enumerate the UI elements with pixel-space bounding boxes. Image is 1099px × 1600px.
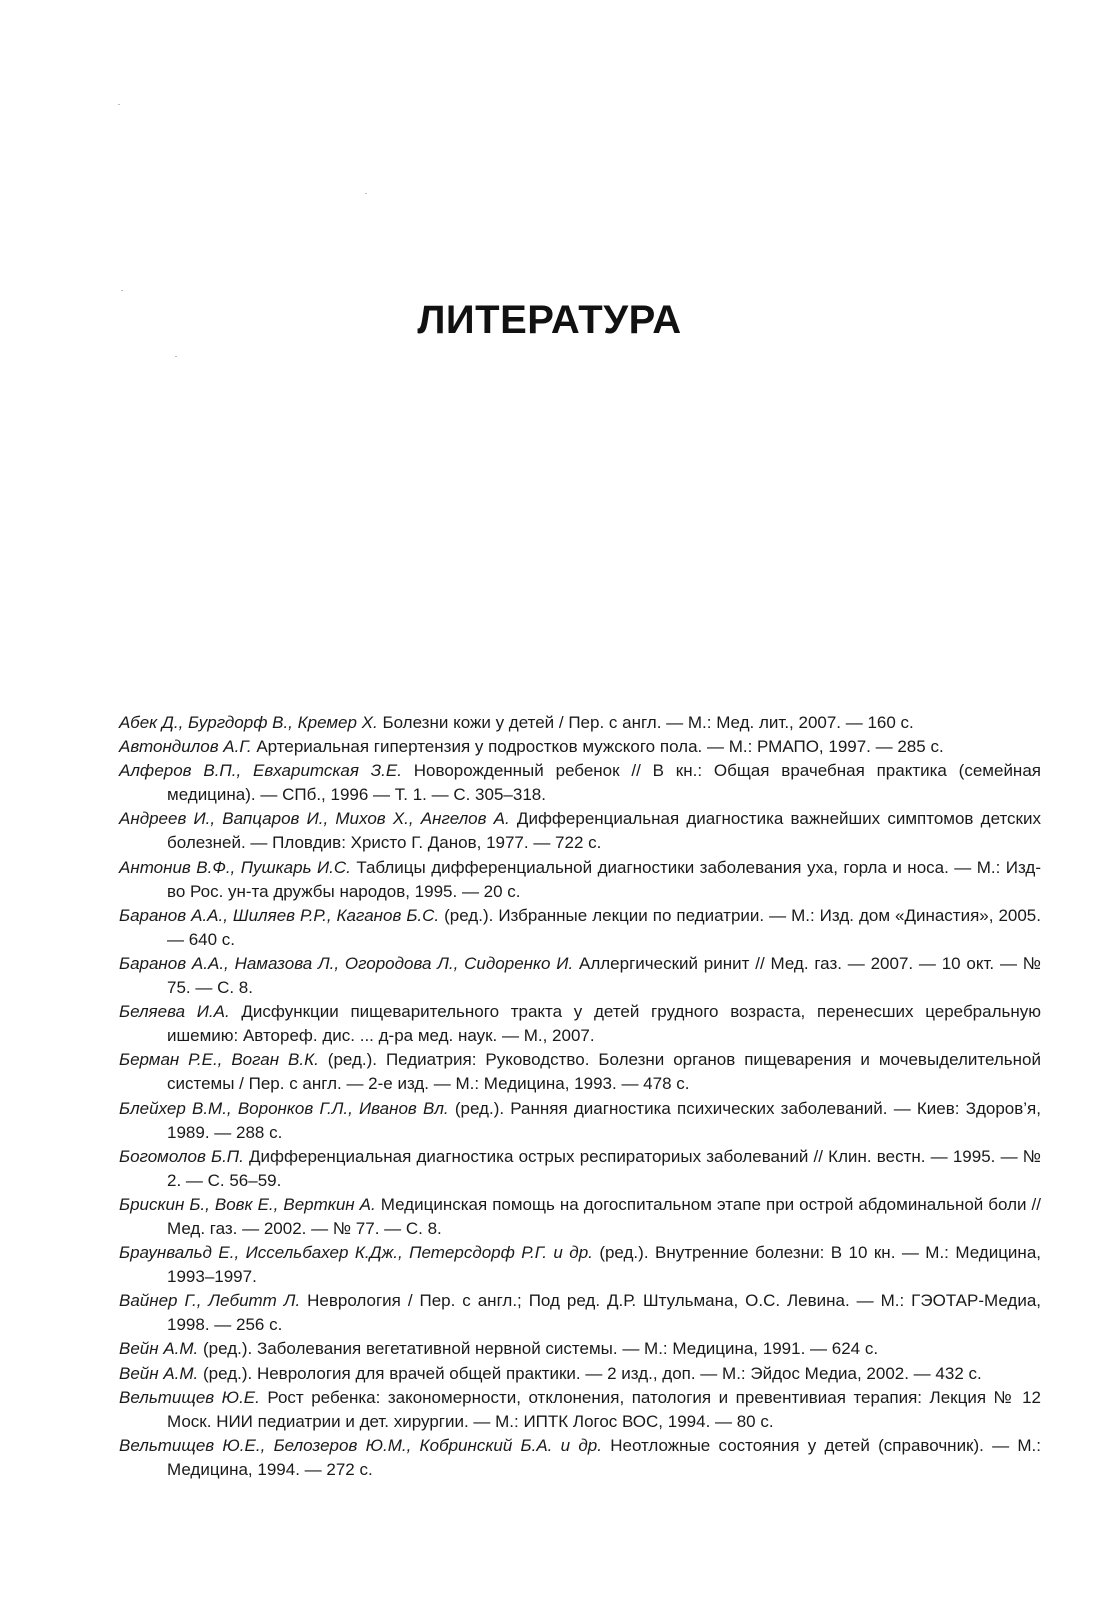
scan-speck [121,290,123,291]
entry-authors: Вайнер Г., Лебитт Л. [119,1291,301,1311]
entry-text: Медицинская помощь на догоспитальном этапе при острой абдоминальной боли // Мед. газ. — 2002. — № 77. — С. 8. [167,1194,1041,1238]
entry-text: (ред.). Избранные лекции по педиатрии. — М.: Изд. дом «Династия», 2005. — 640 с. [167,905,1041,949]
entry-authors: Андреев И., Вапцаров И., Михов Х., Ангелов А. [119,809,510,829]
bibliography-entry [119,952,1041,1000]
entry-authors: Баранов А.А., Шиляев Р.Р., Каганов Б.С. [119,905,440,925]
bibliography-entry [119,1362,1041,1386]
entry-authors: Автондилов А.Г. [119,737,252,757]
entry-text: Рост ребенка: закономерности, отклонения, патология и превентивиая терапия: Лекция № 12 Моск. НИИ педиатрии и дет. хирургии. — М.: ИПТК Логос ВОС, 1994. — 80 с. [167,1387,1041,1431]
entry-text: Неврология / Пер. с англ.; Под ред. Д.Р. Штульмана, О.С. Левина. — М.: ГЭОТАР-Медиа, 1998. — 256 с. [167,1291,1042,1335]
bibliography-entry [119,1337,1041,1361]
bibliography-entry [119,735,1041,759]
entry-authors: Беляева И.А. [119,1002,230,1022]
entry-authors: Вельтищев Ю.Е., Белозеров Ю.М., Кобринский Б.А. и др. [119,1435,602,1455]
bibliography-list [119,711,1041,1482]
scan-speck [118,104,120,105]
entry-text: Болезни кожи у детей / Пер. с англ. — М.: Мед. лит., 2007. — 160 с. [377,713,914,732]
bibliography-entry [119,1386,1041,1434]
entry-authors: Вейн А.М. [119,1339,199,1359]
scan-speck [365,193,367,194]
entry-text: Дисфункции пищеварительного тракта у детей грудного возраста, перенесших церебральную ишемию: Автореф. дис. ... д-ра мед. наук. — М., 2007. [167,1002,1042,1046]
entry-text: (ред.). Ранняя диагностика психических заболеваний. — Киев: Здоров’я, 1989. — 288 с. [167,1098,1041,1142]
entry-text: (ред.). Педиатрия: Руководство. Болезни органов пищеварения и мочевыделительной системы / Пер. с англ. — 2-е изд. — М.: Медицина, 1993. — 478 с. [167,1050,1041,1094]
entry-authors: Антонив В.Ф., Пушкарь И.С. [119,857,351,877]
bibliography-entry [119,1241,1041,1289]
bibliography-entry [119,1048,1041,1096]
entry-text: Таблицы дифференциальной диагностики заболевания уха, горла и носа. — М.: Изд-во Рос. ун-та дружбы народов, 1995. — 20 с. [167,857,1042,901]
bibliography-entry [119,856,1041,904]
entry-authors: Вейн А.М. [119,1363,199,1383]
entry-authors: Блейхер В.М., Воронков Г.Л., Иванов Вл. [119,1098,449,1118]
entry-text: Новорожденный ребенок // В кн.: Общая врачебная практика (семейная медицина). — СПб., 1996 — Т. 1. — С. 305–318. [167,761,1041,805]
bibliography-entry [119,1193,1041,1241]
entry-authors: Абек Д., Бургдорф В., Кремер Х. [119,713,378,732]
entry-authors: Баранов А.А., Намазова Л., Огородова Л., Сидоренко И. [119,953,574,973]
entry-text: (ред.). Заболевания вегетативной нервной системы. — М.: Медицина, 1991. — 624 с. [198,1339,879,1359]
entry-text: Неотложные состояния у детей (справочник). — М.: Медицина, 1994. — 272 с. [167,1435,1042,1479]
entry-authors: Берман Р.Е., Воган В.К. [119,1050,319,1070]
entry-text: Артериальная гипертензия у подростков мужского пола. — М.: РМАПО, 1997. — 285 с. [251,737,944,757]
bibliography-entry [119,1289,1041,1337]
bibliography-entry [119,1000,1041,1048]
entry-authors: Алферов В.П., Евхаритская З.Е. [119,761,402,781]
entry-authors: Брискин Б., Вовк Е., Верткин А. [119,1194,376,1214]
entry-authors: Браунвальд Е., Иссельбахер К.Дж., Петерсдорф Р.Г. и др. [119,1243,593,1263]
entry-authors: Богомолов Б.П. [119,1146,244,1166]
bibliography-entry [119,759,1041,807]
bibliography-entry [119,807,1041,855]
entry-text: Аллергический ринит // Мед. газ. — 2007. — 10 окт. — № 75. — С. 8. [167,953,1041,998]
bibliography-entry [119,711,1041,735]
page-title: ЛИТЕРАТУРА [417,298,682,342]
bibliography-entry [119,1097,1041,1145]
entry-authors: Вельтищев Ю.Е. [119,1387,260,1407]
entry-text: (ред.). Неврология для врачей общей практики. — 2 изд., доп. — М.: Эйдос Медиа, 2002. — 432 с. [198,1363,982,1383]
entry-text: (ред.). Внутренние болезни: В 10 кн. — М.: Медицина, 1993–1997. [167,1243,1041,1287]
bibliography-entry [119,1145,1041,1193]
entry-text: Дифференциальная диагностика важнейших симптомов детских болезней. — Пловдив: Христо Г. Данов, 1977. — 722 с. [167,809,1041,853]
scan-speck [175,356,177,357]
bibliography-entry [119,1434,1041,1482]
bibliography-entry [119,904,1041,952]
entry-text: Дифференциальная диагностика острых респираториых заболеваний // Клин. вестн. — 1995. — № 2. — С. 56–59. [167,1146,1041,1190]
